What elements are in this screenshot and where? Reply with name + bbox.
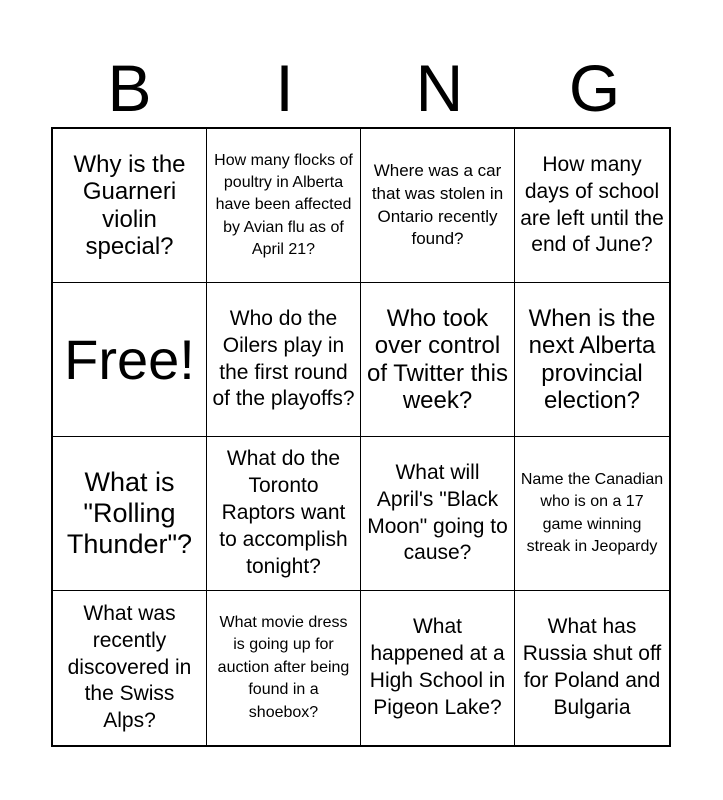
bingo-cell[interactable] (515, 437, 669, 591)
header-letter-b: B (107, 51, 152, 125)
cell-question: Why is the Guarneri violin special? (73, 150, 186, 260)
bingo-cell[interactable] (515, 591, 669, 745)
bingo-cell[interactable] (207, 591, 361, 745)
header-letter-n: N (415, 51, 464, 125)
bingo-cell[interactable] (361, 283, 515, 437)
bingo-header (52, 48, 672, 128)
free-space-cell[interactable] (53, 283, 207, 437)
cell-question: Where was a car that was stolen in Ontario recently found? (371, 160, 504, 249)
bingo-cell[interactable] (53, 591, 207, 745)
cell-question: What happened at a High School in Pigeon Lake? (369, 615, 506, 719)
bingo-cell[interactable] (361, 129, 515, 283)
bingo-cell[interactable] (207, 129, 361, 283)
bingo-cell[interactable] (207, 283, 361, 437)
cell-question: Name the Canadian who is on a 17 game winning streak in Jeopardy (520, 470, 664, 555)
cell-question: How many flocks of poultry in Alberta have been affected by Avian flu as of April 21? (214, 151, 353, 259)
bingo-cell[interactable] (53, 129, 207, 283)
cell-question: What was recently discovered in the Swiss Alps? (67, 601, 192, 733)
bingo-board (51, 127, 671, 747)
cell-question: What will April's "Black Moon" going to cause? (367, 460, 508, 565)
bingo-cell[interactable] (361, 437, 515, 591)
header-letter-i: I (275, 51, 294, 125)
cell-question: When is the next Alberta provincial election? (528, 304, 656, 414)
cell-question: What do the Toronto Raptors want to accomplish tonight? (219, 447, 348, 578)
cell-question: What is "Rolling Thunder"? (66, 467, 193, 559)
cell-question: What has Russia shut off for Poland and Bulgaria (522, 615, 662, 719)
bingo-cell[interactable] (515, 129, 669, 283)
cell-question: Who took over control of Twitter this week? (367, 304, 508, 414)
bingo-cell[interactable] (53, 437, 207, 591)
bingo-cell[interactable] (207, 437, 361, 591)
bingo-cell[interactable] (361, 591, 515, 745)
cell-question: What movie dress is going up for auction after being found in a shoebox? (217, 614, 350, 721)
cell-question: How many days of school are left until the end of June? (520, 152, 664, 257)
header-letter-g: G (568, 51, 621, 125)
cell-question: Who do the Oilers play in the first round of the playoffs? (212, 306, 355, 411)
bingo-cell[interactable] (515, 283, 669, 437)
free-space-label: Free! (64, 327, 195, 391)
